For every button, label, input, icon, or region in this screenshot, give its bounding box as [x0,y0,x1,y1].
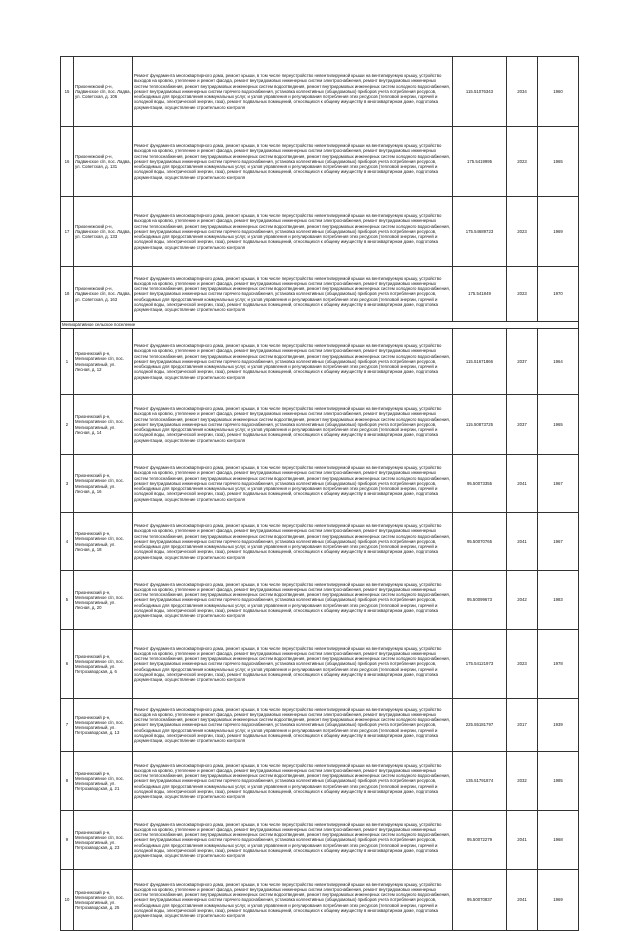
section-title: Мелиоративное сельское поселение [61,322,579,329]
row-number: 18 [61,267,74,322]
table-row [61,267,579,322]
cost-code-cell: 95.50070837 [453,870,507,931]
built-year-cell: 1965 [538,395,579,455]
table-row [61,811,579,870]
table-row [61,571,579,630]
work-list-cell: Ремонт фундамента многоквартирного дома, ремонт крыши, в том числе переустройство невентилируемой крыши на вентилируемую крышу, устройство выходов на кровлю, утепление и ремонт фасада, ремонт внутридомовых инженерных систем электроснабжения, ремонт внутридомовых инженерных систем теплоснабжения, ремонт внутридомовых инженерных систем водоотведения, ремонт внутридомовых инженерных систем холодного водоснабжения, ремонт внутридомовых инженерных систем горячего водоснабжения, установка коллективных (общедомовых) приборов учета потребления ресурсов, необходимых для предоставления коммунальных услуг, и узлов управления и регулирования потребления этих ресурсов (тепловой энергии, горячей и холодной воды, электрической энергии, газа), ремонт подвальных помещений, относящихся к общему имуществу в многоквартирном доме, подготовка документации, осуществление строительного контроля [133,455,453,513]
cost-code-cell: 95.50072279 [453,811,507,870]
built-year-cell: 1967 [538,455,579,513]
work-list-cell: Ремонт фундамента многоквартирного дома, ремонт крыши, в том числе переустройство невентилируемой крыши на вентилируемую крышу, устройство выходов на кровлю, утепление и ремонт фасада, ремонт внутридомовых инженерных систем электроснабжения, ремонт внутридомовых инженерных систем теплоснабжения, ремонт внутридомовых инженерных систем водоотведения, ремонт внутридомовых инженерных систем холодного водоснабжения, ремонт внутридомовых инженерных систем горячего водоснабжения, установка коллективных (общедомовых) приборов учета потребления ресурсов, необходимых для предоставления коммунальных услуг, и узлов управления и регулирования потребления этих ресурсов (тепловой энергии, горячей и холодной воды, электрической энергии, газа), ремонт подвальных помещений, относящихся к общему имуществу в многоквартирном доме, подготовка документации, осуществление строительного контроля [133,197,453,267]
planned-year-cell: 2017 [507,699,538,752]
address-cell: Прионежский р-н, Мелиоративное с/п, пос. Мелиоративный, ул. Лесная, д. 18 [74,513,133,571]
planned-year-cell: 2023 [507,630,538,699]
built-year-cell: 1985 [538,752,579,811]
table-row [61,699,579,752]
row-number: 8 [61,752,74,811]
cost-code-cell: 175.54689723 [453,197,507,267]
work-list-cell: Ремонт фундамента многоквартирного дома, ремонт крыши, в том числе переустройство невентилируемой крыши на вентилируемую крышу, устройство выходов на кровлю, утепление и ремонт фасада, ремонт внутридомовых инженерных систем электроснабжения, ремонт внутридомовых инженерных систем теплоснабжения, ремонт внутридомовых инженерных систем водоотведения, ремонт внутридомовых инженерных систем холодного водоснабжения, ремонт внутридомовых инженерных систем горячего водоснабжения, установка коллективных (общедомовых) приборов учета потребления ресурсов, необходимых для предоставления коммунальных услуг, и узлов управления и регулирования потребления этих ресурсов (тепловой энергии, горячей и холодной воды, электрической энергии, газа), ремонт подвальных помещений, относящихся к общему имуществу в многоквартирном доме, подготовка документации, осуществление строительного контроля [133,329,453,395]
address-cell: Приоенежский р-н, Ладвинское с/п, пос. Ладва, ул. Советская, д. 163 [74,267,133,322]
built-year-cell: 1965 [538,127,579,197]
row-number: 3 [61,455,74,513]
address-cell: Прионежский р-н, Мелиоративное с/п, пос. Мелиоративный, ул. Петрозаводская, д. 6 [74,630,133,699]
planned-year-cell: 2037 [507,329,538,395]
table-row [61,455,579,513]
planned-year-cell: 2034 [507,57,538,127]
row-number: 4 [61,513,74,571]
work-list-cell: Ремонт фундамента многоквартирного дома, ремонт крыши, в том числе переустройство невентилируемой крыши на вентилируемую крышу, устройство выходов на кровлю, утепление и ремонт фасада, ремонт внутридомовых инженерных систем электроснабжения, ремонт внутридомовых инженерных систем теплоснабжения, ремонт внутридомовых инженерных систем водоотведения, ремонт внутридомовых инженерных систем холодного водоснабжения, ремонт внутридомовых инженерных систем горячего водоснабжения, установка коллективных (общедомовых) приборов учета потребления ресурсов, необходимых для предоставления коммунальных услуг, и узлов управления и регулирования потребления этих ресурсов (тепловой энергии, горячей и холодной воды, электрической энергии, газа), ремонт подвальных помещений, относящихся к общему имуществу в многоквартирном доме, подготовка документации, осуществление строительного контроля [133,395,453,455]
cost-code-cell: 175.54121973 [453,630,507,699]
section-header-row [61,322,579,329]
cost-code-cell: 115.51076343 [453,57,507,127]
row-number: 17 [61,197,74,267]
planned-year-cell: 2023 [507,197,538,267]
work-list-cell: Ремонт фундамента многоквартирного дома, ремонт крыши, в том числе переустройство невентилируемой крыши на вентилируемую крышу, устройство выходов на кровлю, утепление и ремонт фасада, ремонт внутридомовых инженерных систем электроснабжения, ремонт внутридомовых инженерных систем теплоснабжения, ремонт внутридомовых инженерных систем водоотведения, ремонт внутридомовых инженерных систем холодного водоснабжения, ремонт внутридомовых инженерных систем горячего водоснабжения, установка коллективных (общедомовых) приборов учета потребления ресурсов, необходимых для предоставления коммунальных услуг, и узлов управления и регулирования потребления этих ресурсов (тепловой энергии, горячей и холодной воды, электрической энергии, газа), ремонт подвальных помещений, относящихся к общему имуществу в многоквартирном доме, подготовка документации, осуществление строительного контроля [133,870,453,931]
work-list-cell: Ремонт фундамента многоквартирного дома, ремонт крыши, в том числе переустройство невентилируемой крыши на вентилируемую крышу, устройство выходов на кровлю, утепление и ремонт фасада, ремонт внутридомовых инженерных систем электроснабжения, ремонт внутридомовых инженерных систем теплоснабжения, ремонт внутридомовых инженерных систем водоотведения, ремонт внутридомовых инженерных систем холодного водоснабжения, ремонт внутридомовых инженерных систем горячего водоснабжения, установка коллективных (общедомовых) приборов учета потребления ресурсов, необходимых для предоставления коммунальных услуг, и узлов управления и регулирования потребления этих ресурсов (тепловой энергии, горячей и холодной воды, электрической энергии, газа), ремонт подвальных помещений, относящихся к общему имуществу в многоквартирном доме, подготовка документации, осуществление строительного контроля [133,127,453,197]
address-cell: Прионежский р-н, Мелиоративное с/п, пос. Мелиоративный, ул. Лесная, д. 20 [74,571,133,630]
planned-year-cell: 2023 [507,267,538,322]
cost-code-cell: 175.5419995 [453,127,507,197]
table-row [61,630,579,699]
built-year-cell: 1939 [538,699,579,752]
table-row [61,57,579,127]
address-cell: Прионежский р-н, Мелиоративное с/п, пос. Мелиоративный, ул. Петрозаводская, д. 23 [74,811,133,870]
built-year-cell: 1978 [538,630,579,699]
address-cell: Прионежский р-н, Мелиоративное с/п, пос. Мелиоративный, ул. Петрозаводская, д. 13 [74,699,133,752]
work-list-cell: Ремонт фундамента многоквартирного дома, ремонт крыши, в том числе переустройство невентилируемой крыши на вентилируемую крышу, устройство выходов на кровлю, утепление и ремонт фасада, ремонт внутридомовых инженерных систем электроснабжения, ремонт внутридомовых инженерных систем теплоснабжения, ремонт внутридомовых инженерных систем водоотведения, ремонт внутридомовых инженерных систем холодного водоснабжения, ремонт внутридомовых инженерных систем горячего водоснабжения, установка коллективных (общедомовых) приборов учета потребления ресурсов, необходимых для предоставления коммунальных услуг, и узлов управления и регулирования потребления этих ресурсов (тепловой энергии, горячей и холодной воды, электрической энергии, газа), ремонт подвальных помещений, относящихся к общему имуществу в многоквартирном доме, подготовка документации, осуществление строительного контроля [133,699,453,752]
table-row [61,752,579,811]
work-list-cell: Ремонт фундамента многоквартирного дома, ремонт крыши, в том числе переустройство невентилируемой крыши на вентилируемую крышу, устройство выходов на кровлю, утепление и ремонт фасада, ремонт внутридомовых инженерных систем электроснабжения, ремонт внутридомовых инженерных систем теплоснабжения, ремонт внутридомовых инженерных систем водоотведения, ремонт внутридомовых инженерных систем холодного водоснабжения, ремонт внутридомовых инженерных систем горячего водоснабжения, установка коллективных (общедомовых) приборов учета потребления ресурсов, необходимых для предоставления коммунальных услуг, и узлов управления и регулирования потребления этих ресурсов (тепловой энергии, горячей и холодной воды, электрической энергии, газа), ремонт подвальных помещений, относящихся к общему имуществу в многоквартирном доме, подготовка документации, осуществление строительного контроля [133,752,453,811]
table-row [61,395,579,455]
planned-year-cell: 2042 [507,571,538,630]
row-number: 7 [61,699,74,752]
built-year-cell: 1983 [538,571,579,630]
row-number: 5 [61,571,74,630]
row-number: 6 [61,630,74,699]
built-year-cell: 1967 [538,513,579,571]
built-year-cell: 1969 [538,197,579,267]
address-cell: Прионежский р-н, Мелиоративное с/п, пос. Мелиоративный, ул. Лесная, д. 14 [74,395,133,455]
capital-repair-table [60,56,579,931]
work-list-cell: Ремонт фундамента многоквартирного дома, ремонт крыши, в том числе переустройство невентилируемой крыши на вентилируемую крышу, устройство выходов на кровлю, утепление и ремонт фасада, ремонт внутридомовых инженерных систем электроснабжения, ремонт внутридомовых инженерных систем теплоснабжения, ремонт внутридомовых инженерных систем водоотведения, ремонт внутридомовых инженерных систем холодного водоснабжения, ремонт внутридомовых инженерных систем горячего водоснабжения, установка коллективных (общедомовых) приборов учета потребления ресурсов, необходимых для предоставления коммунальных услуг, и узлов управления и регулирования потребления этих ресурсов (тепловой энергии, горячей и холодной воды, электрической энергии, газа), ремонт подвальных помещений, относящихся к общему имуществу в многоквартирном доме, подготовка документации, осуществление строительного контроля [133,267,453,322]
address-cell: Приоенежский р-н, Ладвинское с/п, пос. Ладва, ул. Советская, д. 133 [74,197,133,267]
row-number: 1 [61,329,74,395]
address-cell: Прионежский р-н, Мелиоративное с/п, пос. Мелиоративный, ул. Лесная, д. 16 [74,455,133,513]
work-list-cell: Ремонт фундамента многоквартирного дома, ремонт крыши, в том числе переустройство невентилируемой крыши на вентилируемую крышу, устройство выходов на кровлю, утепление и ремонт фасада, ремонт внутридомовых инженерных систем электроснабжения, ремонт внутридомовых инженерных систем теплоснабжения, ремонт внутридомовых инженерных систем водоотведения, ремонт внутридомовых инженерных систем холодного водоснабжения, ремонт внутридомовых инженерных систем горячего водоснабжения, установка коллективных (общедомовых) приборов учета потребления ресурсов, необходимых для предоставления коммунальных услуг, и узлов управления и регулирования потребления этих ресурсов (тепловой энергии, горячей и холодной воды, электрической энергии, газа), ремонт подвальных помещений, относящихся к общему имуществу в многоквартирном доме, подготовка документации, осуществление строительного контроля [133,571,453,630]
planned-year-cell: 2041 [507,870,538,931]
planned-year-cell: 2032 [507,752,538,811]
row-number: 10 [61,870,74,931]
cost-code-cell: 95.50070765 [453,513,507,571]
table-row [61,870,579,931]
cost-code-cell: 225.55181797 [453,699,507,752]
table-row [61,513,579,571]
work-list-cell: Ремонт фундамента многоквартирного дома, ремонт крыши, в том числе переустройство невентилируемой крыши на вентилируемую крышу, устройство выходов на кровлю, утепление и ремонт фасада, ремонт внутридомовых инженерных систем электроснабжения, ремонт внутридомовых инженерных систем теплоснабжения, ремонт внутридомовых инженерных систем водоотведения, ремонт внутридомовых инженерных систем холодного водоснабжения, ремонт внутридомовых инженерных систем горячего водоснабжения, установка коллективных (общедомовых) приборов учета потребления ресурсов, необходимых для предоставления коммунальных услуг, и узлов управления и регулирования потребления этих ресурсов (тепловой энергии, горячей и холодной воды, электрической энергии, газа), ремонт подвальных помещений, относящихся к общему имуществу в многоквартирном доме, подготовка документации, осуществление строительного контроля [133,57,453,127]
address-cell: Прионежский р-н, Мелиоративное с/п, пос. Мелиоративный, ул. Петрозаводская, д. 25 [74,870,133,931]
built-year-cell: 1964 [538,329,579,395]
built-year-cell: 1968 [538,811,579,870]
address-cell: Приоенежский р-н, Ладвинское с/п, пос. Ладва, ул. Советская, д. 106 [74,57,133,127]
cost-code-cell: 135.51791874 [453,752,507,811]
planned-year-cell: 2041 [507,513,538,571]
work-list-cell: Ремонт фундамента многоквартирного дома, ремонт крыши, в том числе переустройство невентилируемой крыши на вентилируемую крышу, устройство выходов на кровлю, утепление и ремонт фасада, ремонт внутридомовых инженерных систем электроснабжения, ремонт внутридомовых инженерных систем теплоснабжения, ремонт внутридомовых инженерных систем водоотведения, ремонт внутридомовых инженерных систем холодного водоснабжения, ремонт внутридомовых инженерных систем горячего водоснабжения, установка коллективных (общедомовых) приборов учета потребления ресурсов, необходимых для предоставления коммунальных услуг, и узлов управления и регулирования потребления этих ресурсов (тепловой энергии, горячей и холодной воды, электрической энергии, газа), ремонт подвальных помещений, относящихся к общему имуществу в многоквартирном доме, подготовка документации, осуществление строительного контроля [133,630,453,699]
address-cell: Прионежский р-н, Мелиоративное с/п, пос. Мелиоративный, ул. Петрозаводская, д. 21 [74,752,133,811]
built-year-cell: 1970 [538,267,579,322]
built-year-cell: 1960 [538,57,579,127]
cost-code-cell: 95.50099673 [453,571,507,630]
row-number: 16 [61,127,74,197]
cost-code-cell: 175.541849 [453,267,507,322]
table-row [61,127,579,197]
address-cell: Прионежский р-н, Мелиоративное с/п, пос. Мелиоративный, ул. Лесная, д. 12 [74,329,133,395]
cost-code-cell: 115.50873725 [453,395,507,455]
cost-code-cell: 115.51671866 [453,329,507,395]
planned-year-cell: 2041 [507,811,538,870]
table-row [61,329,579,395]
planned-year-cell: 2037 [507,395,538,455]
table-row [61,197,579,267]
cost-code-cell: 95.50073355 [453,455,507,513]
work-list-cell: Ремонт фундамента многоквартирного дома, ремонт крыши, в том числе переустройство невентилируемой крыши на вентилируемую крышу, устройство выходов на кровлю, утепление и ремонт фасада, ремонт внутридомовых инженерных систем электроснабжения, ремонт внутридомовых инженерных систем теплоснабжения, ремонт внутридомовых инженерных систем водоотведения, ремонт внутридомовых инженерных систем холодного водоснабжения, ремонт внутридомовых инженерных систем горячего водоснабжения, установка коллективных (общедомовых) приборов учета потребления ресурсов, необходимых для предоставления коммунальных услуг, и узлов управления и регулирования потребления этих ресурсов (тепловой энергии, горячей и холодной воды, электрической энергии, газа), ремонт подвальных помещений, относящихся к общему имуществу в многоквартирном доме, подготовка документации, осуществление строительного контроля [133,513,453,571]
document-page [60,56,579,931]
work-list-cell: Ремонт фундамента многоквартирного дома, ремонт крыши, в том числе переустройство невентилируемой крыши на вентилируемую крышу, устройство выходов на кровлю, утепление и ремонт фасада, ремонт внутридомовых инженерных систем электроснабжения, ремонт внутридомовых инженерных систем теплоснабжения, ремонт внутридомовых инженерных систем водоотведения, ремонт внутридомовых инженерных систем холодного водоснабжения, ремонт внутридомовых инженерных систем горячего водоснабжения, установка коллективных (общедомовых) приборов учета потребления ресурсов, необходимых для предоставления коммунальных услуг, и узлов управления и регулирования потребления этих ресурсов (тепловой энергии, горячей и холодной воды, электрической энергии, газа), ремонт подвальных помещений, относящихся к общему имуществу в многоквартирном доме, подготовка документации, осуществление строительного контроля [133,811,453,870]
row-number: 15 [61,57,74,127]
address-cell: Приоенежский р-н, Ладвинское с/п, пос. Ладва, ул. Советская, д. 131 [74,127,133,197]
planned-year-cell: 2041 [507,455,538,513]
row-number: 2 [61,395,74,455]
planned-year-cell: 2023 [507,127,538,197]
built-year-cell: 1969 [538,870,579,931]
row-number: 9 [61,811,74,870]
